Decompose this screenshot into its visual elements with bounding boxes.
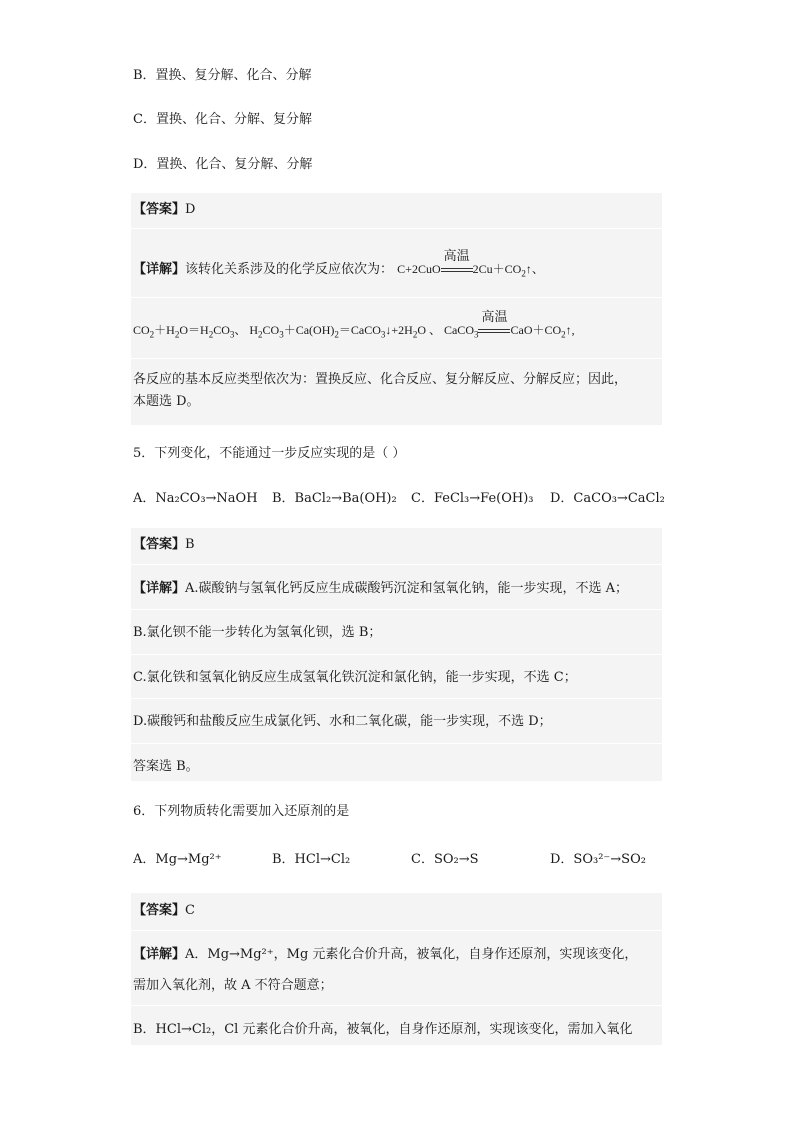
answer-value: B [185,537,195,552]
detail-tag: 【详解】 [133,262,186,277]
q6-stem: 6．下列物质转化需要加入还原剂的是 [133,804,350,819]
detail-line-2: 需加入氧化剂，故 A 不符合题意； [133,978,333,993]
answer-line [133,536,195,554]
q6-option-c: C．SO₂→S [411,852,479,867]
detail-line-3: C.氯化铁和氢氧化钠反应生成氢氧化铁沉淀和氯化钠，能一步实现，不选 C； [133,670,577,685]
detail-line-4: D.碳酸钙和盐酸反应生成氯化钙、水和二氧化碳，能一步实现，不选 D； [133,714,552,729]
detail-line-5: 答案选 B。 [133,759,199,774]
types-line-2: 本题选 D。 [133,394,200,409]
detail-line-2: B.氯化钡不能一步转化为氢氧化钡，选 B； [133,625,382,640]
answer-line [133,902,195,920]
types-line-1: 各反应的基本反应类型依次为：置换反应、化合反应、复分解反应、分解反应；因此， [133,372,628,387]
q5-stem: 5．下列变化，不能通过一步反应实现的是（ ） [133,446,406,461]
q5-option-d: D．CaCO₃→CaCl₂ [550,491,665,506]
q6-option-a: A．Mg→Mg²⁺ [133,852,222,867]
q4-option-d: D．置换、化合、复分解、分解 [133,157,313,172]
q6-option-b: B．HCl→Cl₂ [272,852,351,867]
detail-intro: 该转化关系涉及的化学反应依次为： [185,262,394,277]
detail-line-1: 【详解】A.碳酸钠与氢氧化钙反应生成碳酸钙沉淀和氢氧化钠，能一步实现，不选 A； [133,581,629,596]
q6-options [133,851,646,869]
detail-line-1: 【详解】A．Mg→Mg²⁺，Mg 元素化合价升高，被氧化，自身作还原剂，实现该变化， [133,947,638,962]
q5-options [133,490,665,508]
answer-block-4 [131,193,662,425]
answer-value: D [185,202,196,217]
answer-line [133,201,195,219]
detail-tag: 【详解】 [133,947,186,962]
q5-option-a: A．Na₂CO₃→NaOH [133,491,258,506]
q5-option-b: B．BaCl₂→Ba(OH)₂ [272,491,397,506]
answer-tag: 【答案】 [133,202,186,217]
detail-tag: 【详解】 [133,581,186,596]
answer-block-5 [131,528,662,781]
detail-line-3: B．HCl→Cl₂，Cl 元素化合价升高，被氧化，自身作还原剂，实现该变化，需加入氧化 [133,1022,633,1037]
detail-line-1 [133,248,544,279]
equation-1: C+2CuO 高温 $2Cu+CO_2↑$、 [397,248,544,279]
q4-option-c: C．置换、化合、分解、复分解 [133,112,312,127]
q4-option-b: B．置换、复分解、化合、分解 [133,68,312,83]
equation-line-2: $CO_2+H_2O=H_2CO_3$、 $H_2CO_3+Ca(OH)_2=CaCO_3↓+2H_2O$ 、 CaCO$_3$ 高温 $CaO+CO_2↑$, [133,309,575,340]
q6-option-d: D．SO₃²⁻→SO₂ [550,852,646,867]
q5-option-c: C．FeCl₃→Fe(OH)₃ [411,491,534,506]
answer-value: C [185,903,195,918]
answer-tag: 【答案】 [133,537,186,552]
answer-tag: 【答案】 [133,903,186,918]
answer-block-6 [131,893,662,1045]
